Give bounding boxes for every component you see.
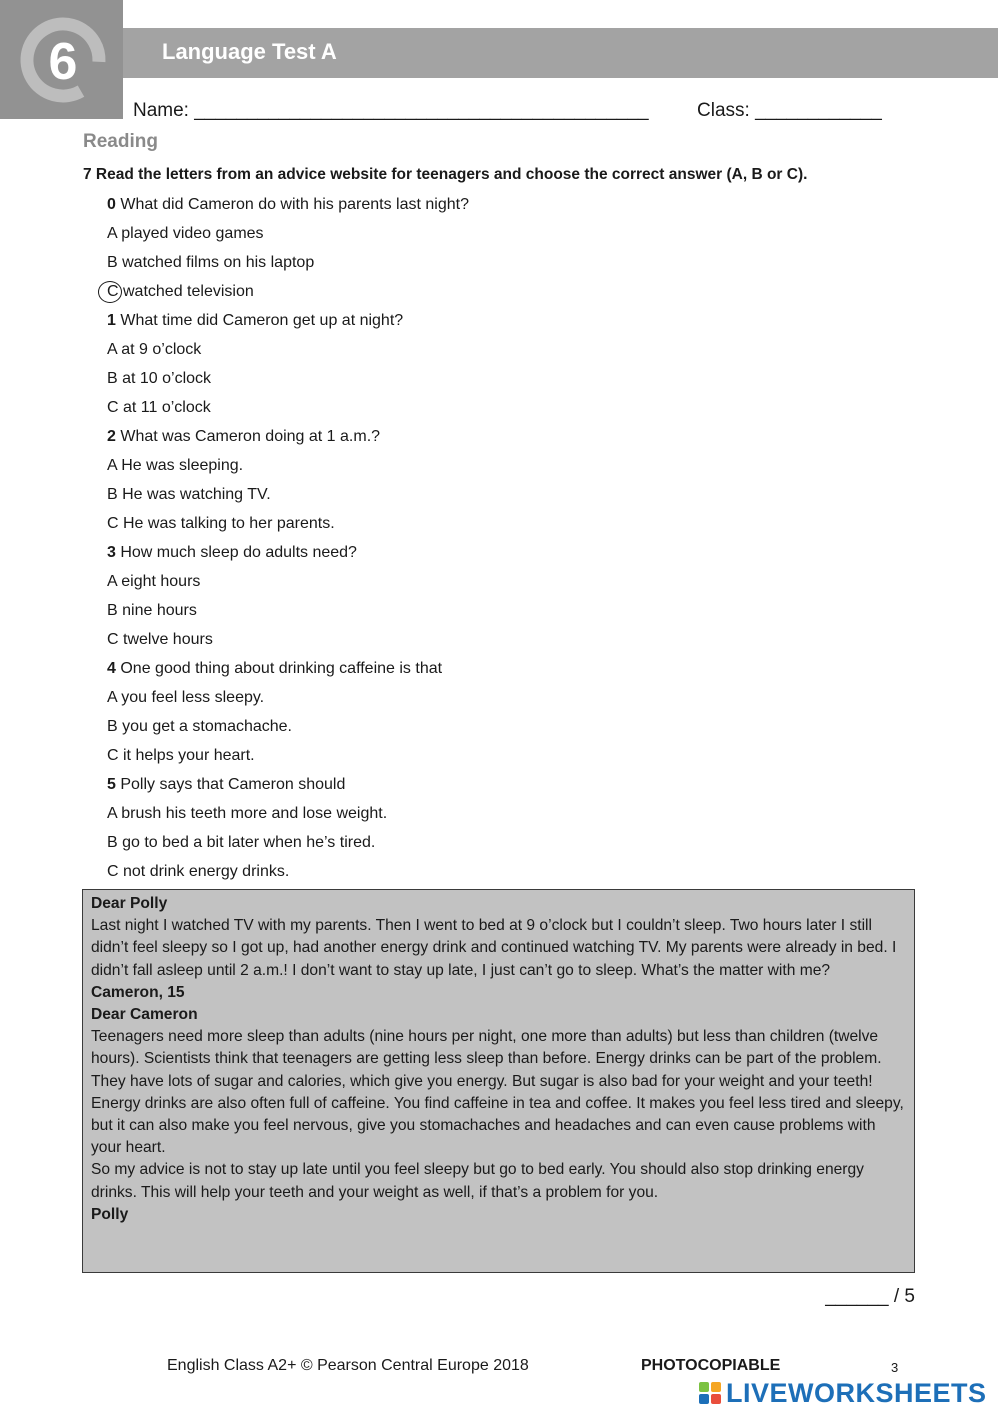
liveworksheets-icon <box>698 1381 722 1405</box>
page-number: 3 <box>891 1360 899 1375</box>
instruction: 7 Read the letters from an advice website for teenagers and choose the correct answer (A, B or C). <box>83 166 808 183</box>
question-2 <box>107 422 907 451</box>
selected-circle-icon <box>98 281 122 303</box>
option-1-b[interactable]: B at 10 o’clock <box>107 370 212 387</box>
question-number: 2 <box>107 428 116 445</box>
question-5 <box>107 770 907 799</box>
section-title: Reading <box>83 131 158 152</box>
question-text: What was Cameron doing at 1 a.m.? <box>115 428 381 445</box>
title-bar <box>123 28 998 78</box>
question-3 <box>107 538 907 567</box>
footer-copyright: English Class A2+ © Pearson Central Europe 2018 <box>167 1357 529 1374</box>
liveworksheets-logo[interactable] <box>698 1378 987 1408</box>
option-2-b[interactable]: B He was watching TV. <box>107 486 271 503</box>
letter-2-paragraph-2: Energy drinks are also often full of caffeine. You find caffeine in tea and coffee. It makes you feel less tired and sleepy, but it can also make you feel nervous, give you stomachaches and headaches and can even cause problems with your heart. <box>91 1094 904 1157</box>
option-3-a[interactable]: A eight hours <box>107 573 201 590</box>
option-2-c[interactable]: C He was talking to her parents. <box>107 515 335 532</box>
question-number: 3 <box>107 544 116 561</box>
score-field[interactable]: ______ / 5 <box>825 1286 915 1307</box>
option-4-a[interactable]: A you feel less sleepy. <box>107 689 265 706</box>
unit-number: 6 <box>48 33 78 91</box>
class-field[interactable]: Class: ____________ <box>697 100 882 121</box>
option-5-a[interactable]: A brush his teeth more and lose weight. <box>107 805 388 822</box>
question-number: 4 <box>107 660 116 677</box>
liveworksheets-text: LIVEWORKSHEETS <box>726 1377 987 1408</box>
option-0-b[interactable]: B watched films on his laptop <box>107 254 315 271</box>
question-list <box>107 190 907 886</box>
unit-badge <box>0 0 123 119</box>
option-3-b[interactable]: B nine hours <box>107 602 197 619</box>
option-1-a[interactable]: A at 9 o’clock <box>107 341 202 358</box>
letter-2-paragraph-3: So my advice is not to stay up late until you feel sleepy but go to bed early. You should also stop drinking energy drinks. This will help your teeth and your weight as well, if that’s a problem for you. <box>91 1161 864 1201</box>
option-0-c[interactable] <box>107 277 907 306</box>
option-5-c[interactable]: C not drink energy drinks. <box>107 863 290 880</box>
question-1 <box>107 306 907 335</box>
option-2-a[interactable]: A He was sleeping. <box>107 457 244 474</box>
letter-1-greeting: Dear Polly <box>91 895 168 912</box>
question-4 <box>107 654 907 683</box>
question-text: Polly says that Cameron should <box>115 776 346 793</box>
letter-2-paragraph-1: Teenagers need more sleep than adults (nine hours per night, one more than adults) but less than children (twelve hours). Scientists think that teenagers are getting less sleep than before. Energy drinks can be part of the problem. They have lots of sugar and calories, which give you energy. But sugar is also bad for your weight and your teeth! <box>91 1028 882 1090</box>
option-1-c[interactable]: C at 11 o’clock <box>107 399 211 416</box>
unit-ring-icon <box>0 0 123 119</box>
option-4-b[interactable]: B you get a stomachache. <box>107 718 292 735</box>
letter-2-greeting: Dear Cameron <box>91 1006 198 1024</box>
option-0-c-label: C watched television <box>107 283 254 300</box>
letter-1-signature: Cameron, 15 <box>91 983 185 1001</box>
option-3-c[interactable]: C twelve hours <box>107 631 213 648</box>
question-text: One good thing about drinking caffeine is that <box>115 660 443 677</box>
option-0-a[interactable]: A played video games <box>107 225 264 242</box>
question-0 <box>107 190 907 219</box>
question-text: How much sleep do adults need? <box>115 544 357 561</box>
letters-box <box>82 889 915 1273</box>
page-title: Language Test A <box>162 39 337 64</box>
option-4-c[interactable]: C it helps your heart. <box>107 747 255 764</box>
question-number: 0 <box>107 196 116 213</box>
option-5-b[interactable]: B go to bed a bit later when he’s tired. <box>107 834 376 851</box>
footer-photocopiable: PHOTOCOPIABLE <box>641 1357 781 1374</box>
question-text: What did Cameron do with his parents last night? <box>115 196 469 213</box>
question-text: What time did Cameron get up at night? <box>115 312 404 329</box>
question-number: 1 <box>107 312 116 329</box>
name-field[interactable]: Name: ___________________________________________ <box>133 100 649 121</box>
question-number: 5 <box>107 776 116 793</box>
letter-1-body: Last night I watched TV with my parents. Then I went to bed at 9 o’clock but I couldn’t sleep. Two hours later I still didn’t feel sleepy so I got up, had another energy drink and continued watching TV. My parents were already in bed. I didn’t fall asleep until 2 a.m.! I don’t want to stay up late, I just can’t go to sleep. What’s the matter with me? <box>91 917 897 979</box>
letter-2-signature: Polly <box>91 1205 129 1223</box>
